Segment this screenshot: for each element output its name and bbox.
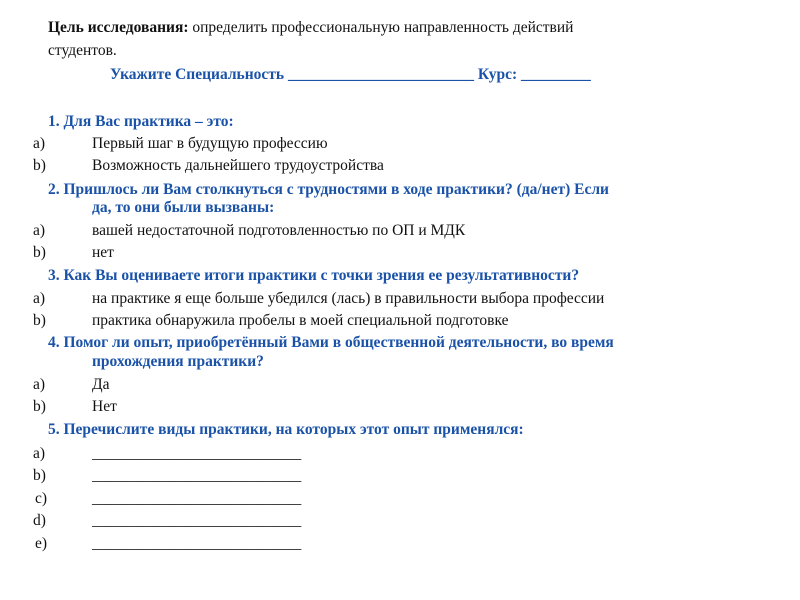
intro-text-continued: студентов.	[48, 42, 117, 59]
intro-line-2	[48, 41, 117, 61]
option-marker: c)	[35, 490, 48, 507]
question-text: Пришлось ли Вам столкнуться с трудностями в ходе практики? (да/нет) Если	[63, 181, 609, 198]
option-marker: b)	[33, 312, 46, 329]
intro-text: определить профессиональную направленность действий	[188, 19, 574, 36]
option-marker: e)	[35, 535, 48, 552]
option-marker: b)	[33, 467, 46, 484]
specialty-line: Укажите Специальность ________________________ Курс: _________	[110, 66, 591, 83]
question-text: Как Вы оцениваете итоги практики с точки зрения ее результативности?	[63, 267, 580, 284]
option-text: практика обнаружила пробелы в моей специальной подготовке	[92, 312, 509, 329]
option-text: Да	[92, 376, 110, 393]
intro-line-1	[48, 18, 573, 38]
question-3	[48, 266, 579, 286]
question-text: Для Вас практика – это:	[63, 113, 234, 130]
question-number: 3.	[48, 267, 60, 284]
question-text: Помог ли опыт, приобретённый Вами в общественной деятельности, во время	[63, 334, 614, 351]
question-text: Перечислите виды практики, на которых этот опыт применялся:	[63, 421, 524, 438]
question-2	[48, 180, 609, 200]
option-text: Возможность дальнейшего трудоустройства	[92, 157, 384, 174]
option-marker: a)	[33, 222, 46, 239]
option-text: нет	[92, 244, 114, 261]
option-marker: b)	[33, 244, 46, 261]
option-marker: b)	[33, 398, 46, 415]
question-1	[48, 112, 234, 132]
answer-blank: ___________________________	[92, 535, 302, 552]
question-number: 1.	[48, 113, 60, 130]
answer-blank: ___________________________	[92, 467, 302, 484]
option-text: Нет	[92, 398, 117, 415]
option-text: вашей недостаточной подготовленностью по ОП и МДК	[92, 222, 466, 239]
option-marker: a)	[33, 135, 46, 152]
option-marker: a)	[33, 376, 46, 393]
question-5	[48, 420, 524, 440]
option-marker: d)	[33, 512, 46, 529]
option-marker: a)	[33, 445, 46, 462]
option-marker: b)	[33, 157, 46, 174]
question-4	[48, 333, 614, 353]
answer-blank: ___________________________	[92, 445, 302, 462]
question-number: 4.	[48, 334, 60, 351]
answer-blank: ___________________________	[92, 490, 302, 507]
option-marker: a)	[33, 290, 46, 307]
intro-label: Цель исследования:	[48, 19, 189, 36]
option-text: Первый шаг в будущую профессию	[92, 135, 328, 152]
question-number: 2.	[48, 181, 60, 198]
question-4-continued: прохождения практики?	[92, 353, 264, 370]
answer-blank: ___________________________	[92, 512, 302, 529]
question-number: 5.	[48, 421, 60, 438]
question-2-continued: да, то они были вызваны:	[92, 199, 275, 216]
option-text: на практике я еще больше убедился (лась) в правильности выбора профессии	[92, 290, 605, 307]
